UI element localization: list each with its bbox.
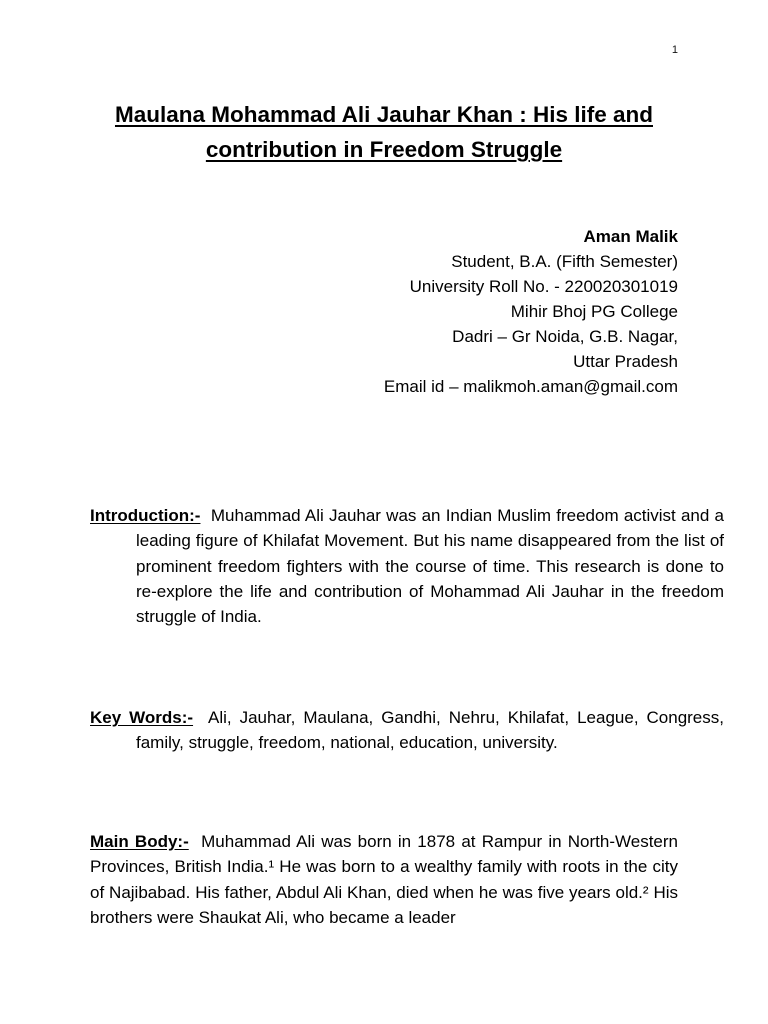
keywords-label: Key Words:-: [90, 708, 194, 727]
keywords-section: [90, 705, 724, 756]
title-line-1: Maulana Mohammad Ali Jauhar Khan : His life and: [114, 102, 653, 127]
author-address-line-1: Dadri – Gr Noida, G.B. Nagar,: [452, 327, 678, 346]
author-email: Email id – malikmoh.aman@gmail.com: [383, 377, 678, 396]
author-roll-number: University Roll No. - 220020301019: [409, 277, 678, 296]
title-line-2: contribution in Freedom Struggle: [205, 137, 563, 162]
author-name: Aman Malik: [583, 227, 678, 246]
author-address-line-2: Uttar Pradesh: [573, 352, 678, 371]
document-title: [60, 97, 708, 167]
page-number: 1: [671, 44, 678, 56]
introduction-label: Introduction:-: [90, 506, 201, 525]
main-body-text: Muhammad Ali was born in 1878 at Rampur in North-Western Provinces, British India.¹ He was born to a wealthy family with roots in the city of Najibabad. His father, Abdul Ali Khan, died when he was five years old.² His brothers were Shaukat Ali, who became a leader: [90, 832, 678, 927]
main-body-label: Main Body:-: [90, 832, 189, 851]
introduction-section: [90, 503, 724, 629]
keywords-text: Ali, Jauhar, Maulana, Gandhi, Nehru, Khilafat, League, Congress, family, struggle, freedom, national, education, university.: [136, 708, 724, 753]
introduction-text: Muhammad Ali Jauhar was an Indian Muslim freedom activist and a leading figure of Khilafat Movement. But his name disappeared from the list of prominent freedom fighters with the course of time. This research is done to re-explore the life and contribution of Mohammad Ali Jauhar in the freedom struggle of India.: [136, 506, 724, 627]
author-role: Student, B.A. (Fifth Semester): [451, 252, 678, 271]
author-college: Mihir Bhoj PG College: [510, 302, 678, 321]
main-body-section: [90, 829, 678, 930]
author-block: [118, 224, 678, 399]
